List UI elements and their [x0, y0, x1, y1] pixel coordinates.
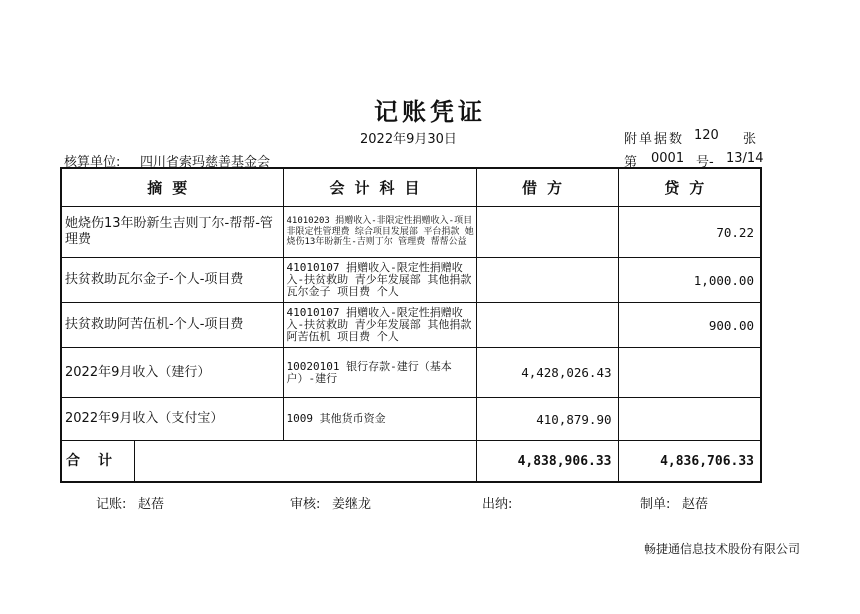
bookkeeper-name: 赵蓓 [138, 497, 165, 512]
header-debit: 借方 [476, 168, 618, 207]
row-summary: 2022年9月收入（支付宝） [61, 398, 283, 441]
header-credit: 贷方 [618, 168, 761, 207]
total-label: 合计 [62, 441, 135, 481]
table-row [61, 258, 761, 303]
voucher-table [60, 167, 762, 483]
row-account: 41010107 捐赠收入-限定性捐赠收入-扶贫救助 青少年发展部 其他捐款 阿苦伍机 项目费 个人 [283, 303, 476, 348]
voucher-page: 13/14 [726, 151, 764, 166]
total-debit: 4,838,906.33 [476, 441, 618, 483]
accounting-unit-label: 核算单位: [64, 155, 121, 170]
bookkeeper-label: 记账: [96, 497, 127, 512]
row-account: 41010203 捐赠收入-非限定性捐赠收入-项目非限定性管理费 综合项目发展部 平台捐款 她烧伤13年盼新生-吉则丁尔 管理费 帮帮公益 [283, 207, 476, 258]
preparer-name: 赵蓓 [682, 497, 709, 512]
reviewer-label: 审核: [290, 497, 321, 512]
table-header-row [61, 168, 761, 207]
table-row [61, 207, 761, 258]
row-summary: 扶贫救助瓦尔金子-个人-项目费 [61, 258, 283, 303]
row-account: 1009 其他货币资金 [283, 398, 476, 441]
voucher-date: 2022年9月30日 [360, 132, 457, 147]
software-company: 畅捷通信息技术股份有限公司 [643, 542, 800, 556]
accounting-unit-value: 四川省索玛慈善基金会 [140, 155, 271, 170]
voucher-title: 记账凭证 [374, 97, 486, 126]
row-summary: 2022年9月收入（建行） [61, 348, 283, 398]
header-account: 会计科目 [283, 168, 476, 207]
row-debit: 4,428,026.43 [476, 348, 618, 398]
reviewer-name: 姜继龙 [332, 497, 372, 512]
row-debit: 410,879.90 [476, 398, 618, 441]
header-summary: 摘要 [61, 168, 283, 207]
voucher-no-label: 第 [624, 155, 638, 170]
row-credit [618, 398, 761, 441]
row-debit [476, 303, 618, 348]
attachments-count: 120 [694, 128, 719, 143]
row-credit [618, 348, 761, 398]
row-credit: 900.00 [618, 303, 761, 348]
attachments-unit: 张 [743, 132, 757, 147]
table-row [61, 303, 761, 348]
row-summary: 扶贫救助阿苦伍机-个人-项目费 [61, 303, 283, 348]
row-credit: 70.22 [618, 207, 761, 258]
preparer-label: 制单: [640, 497, 671, 512]
row-credit: 1,000.00 [618, 258, 761, 303]
row-account: 41010107 捐赠收入-限定性捐赠收入-扶贫救助 青少年发展部 其他捐款 瓦尔金子 项目费 个人 [283, 258, 476, 303]
row-account: 10020101 银行存款-建行（基本户）-建行 [283, 348, 476, 398]
table-row [61, 398, 761, 441]
table-row [61, 348, 761, 398]
total-credit: 4,836,706.33 [618, 441, 761, 483]
total-label-cell [61, 441, 476, 483]
row-summary: 她烧伤13年盼新生吉则丁尔-帮帮-管理费 [61, 207, 283, 258]
total-row [61, 441, 761, 483]
row-debit [476, 207, 618, 258]
attachments-label: 附单据数 [624, 132, 685, 147]
voucher-number: 0001 [651, 151, 685, 166]
row-debit [476, 258, 618, 303]
voucher-hao: 号- [696, 155, 714, 170]
cashier-label: 出纳: [482, 497, 513, 512]
